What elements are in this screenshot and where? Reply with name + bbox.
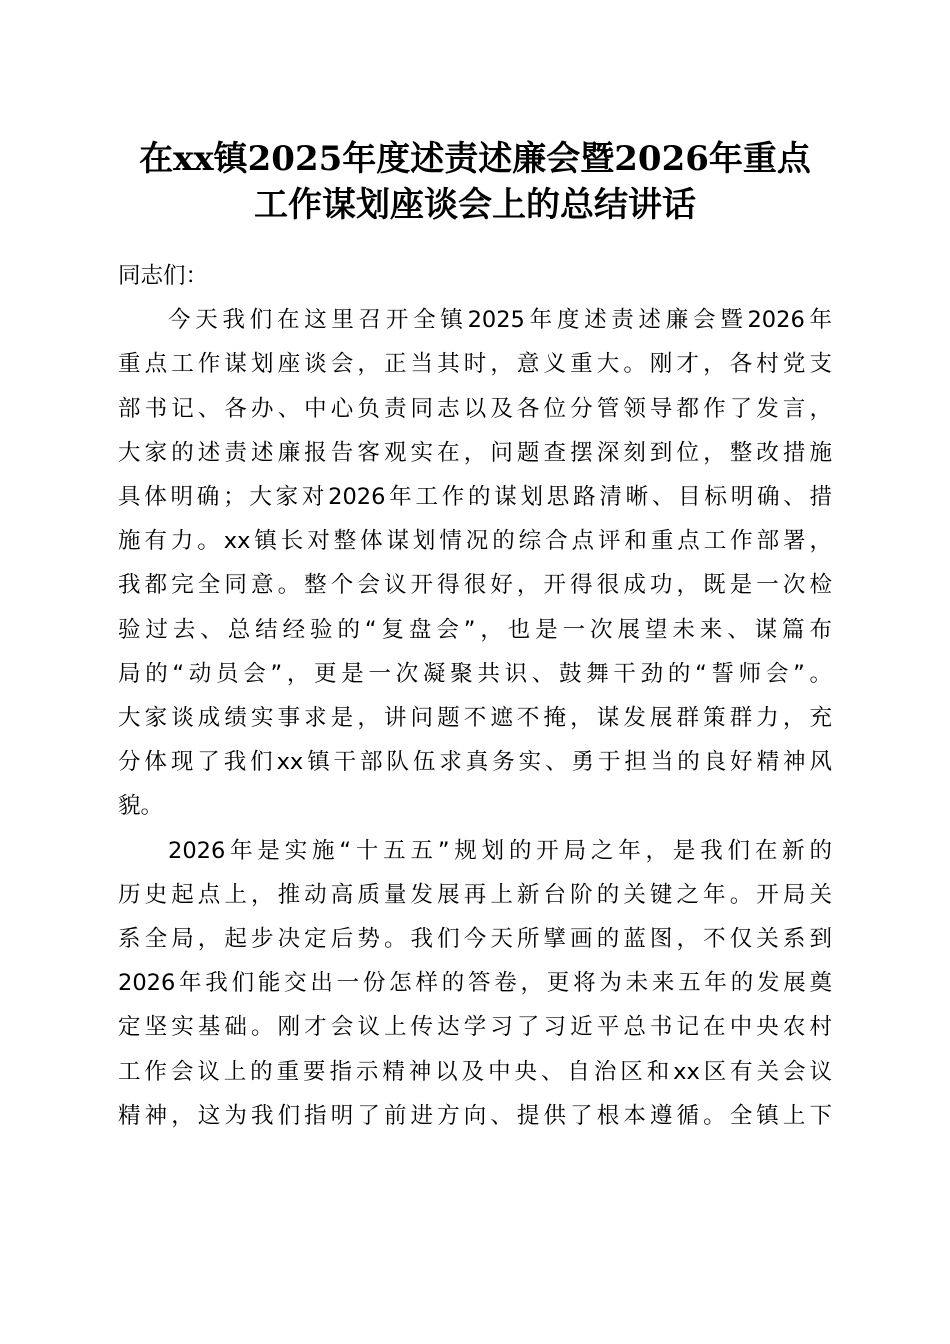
- paragraph-line: 2026年是实施“十五五”规划的开局之年，是我们在新的: [168, 837, 832, 864]
- paragraph-line: 分体现了我们xx镇干部队伍求真务实、勇于担当的良好精神风: [118, 749, 832, 776]
- document-body: [118, 254, 832, 1138]
- paragraph-line: 工作会议上的重要指示精神以及中央、自治区和xx区有关会议: [118, 1058, 832, 1085]
- paragraph-line: 施有力。xx镇长对整体谋划情况的综合点评和重点工作部署，: [118, 528, 832, 555]
- paragraph-line: 大家谈成绩实事求是，讲问题不遮不掩，谋发展群策群力，充: [118, 705, 832, 732]
- title-line-1: 在xx镇2025年度述责述廉会暨2026年重点: [139, 139, 811, 179]
- paragraph-line: 今天我们在这里召开全镇2025年度述责述廉会暨2026年: [168, 307, 832, 334]
- paragraph-line: 历史起点上，推动高质量发展再上新台阶的关键之年。开局关: [118, 881, 832, 908]
- document-title: [100, 136, 850, 228]
- paragraph-line: 部书记、各办、中心负责同志以及各位分管领导都作了发言，: [118, 395, 832, 422]
- paragraph-line: 局的“动员会”，更是一次凝聚共识、鼓舞干劲的“誓师会”。: [118, 660, 832, 687]
- paragraph-line: 貌。: [118, 793, 164, 820]
- title-line-2: 工作谋划座谈会上的总结讲话: [254, 185, 696, 225]
- salutation: 同志们：: [118, 263, 209, 289]
- paragraph-line: 我都完全同意。整个会议开得很好，开得很成功，既是一次检: [118, 572, 832, 599]
- paragraph-line: 验过去、总结经验的“复盘会”，也是一次展望未来、谋篇布: [118, 616, 832, 643]
- paragraph-line: 精神，这为我们指明了前进方向、提供了根本遵循。全镇上下: [118, 1102, 832, 1129]
- paragraph-line: 定坚实基础。刚才会议上传达学习了习近平总书记在中央农村: [118, 1014, 832, 1041]
- paragraph-1: [118, 298, 832, 828]
- paragraph-line: 系全局，起步决定后势。我们今天所擘画的蓝图，不仅关系到: [118, 926, 832, 953]
- paragraph-line: 具体明确；大家对2026年工作的谋划思路清晰、目标明确、措: [118, 484, 832, 511]
- paragraph-line: 大家的述责述廉报告客观实在，问题查摆深刻到位，整改措施: [118, 439, 832, 466]
- paragraph-line: 重点工作谋划座谈会，正当其时，意义重大。刚才，各村党支: [118, 351, 832, 378]
- paragraph-line: 2026年我们能交出一份怎样的答卷，更将为未来五年的发展奠: [118, 970, 832, 997]
- paragraph-2: [118, 829, 832, 1138]
